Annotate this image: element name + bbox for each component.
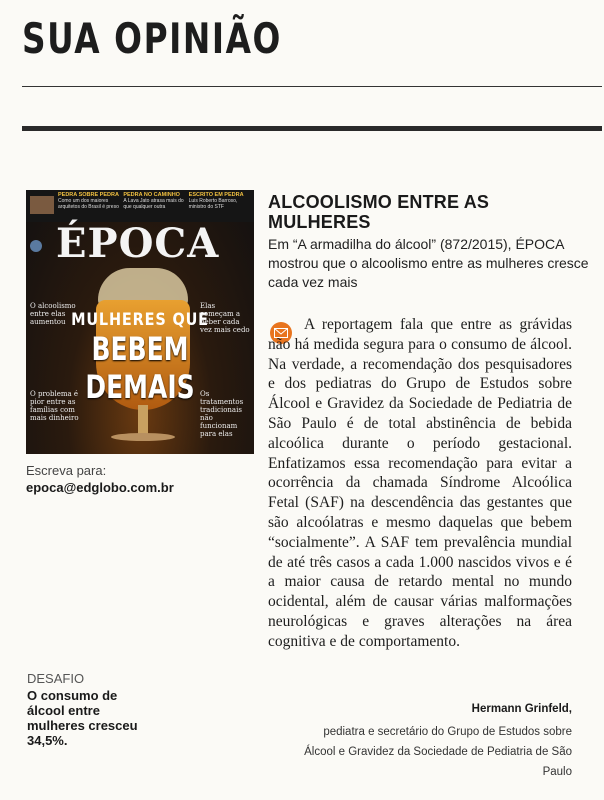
cover-headline-line2: BEBEM DEMAIS <box>85 330 195 406</box>
cover-strip-heading: PEDRA SOBRE PEDRA <box>58 192 119 198</box>
glass-stem <box>138 405 148 435</box>
cover-thumbnail <box>30 196 54 214</box>
top-divider <box>22 86 602 87</box>
cover-strip-item <box>58 192 119 220</box>
contact-email[interactable]: epoca@edglobo.com.br <box>26 480 174 495</box>
magazine-cover <box>26 190 254 454</box>
cover-strip-heading: PEDRA NO CAMINHO <box>123 192 180 198</box>
cover-strip-text: Luis Roberto Barroso, ministro do STF <box>188 198 238 210</box>
cover-strip-item <box>189 192 250 220</box>
article-subhead: Em “A armadilha do álcool” (872/2015), ÉPOCA mostrou que o alcoolismo entre as mulheres cresce cada vez mais <box>268 236 589 290</box>
glass-base <box>111 433 175 441</box>
cover-side-text: Os tratamentos tradicionais não funcionam para elas <box>200 390 244 438</box>
cover-side-text: O problema é pior entre as famílias com mais dinheiro <box>30 390 79 422</box>
contact-label: Escreva para: <box>26 463 107 478</box>
cover-top-strip <box>26 190 254 222</box>
cover-strip-heading: ESCRITO EM PEDRA <box>188 192 244 198</box>
cover-side-text: Elas começam a beber cada vez mais cedo <box>200 302 250 334</box>
signature-name: Hermann Grinfeld, <box>471 703 572 715</box>
cover-logo: ÉPOCA <box>56 220 220 267</box>
globe-icon <box>30 240 42 252</box>
section-divider <box>22 126 602 131</box>
cover-strip-item <box>123 192 184 220</box>
cover-side-text: O alcoolismo entre elas aumentou <box>30 302 76 326</box>
signature-role: pediatra e secretário do Grupo de Estudos sobre Álcool e Gravidez da Sociedade de Pediatria de São Paulo <box>304 726 572 778</box>
cover-headline-line1: MULHERES QUE <box>71 310 209 330</box>
article-body: A reportagem fala que entre as grávidas não há medida segura para o consumo de álcool. Na verdade, a recomendação dos pesquisadores e dos pediatras do Grupo de Estudos sobre Álcool e Gravidez da Sociedade de Pediatria de São Paulo é de total abstinência de bebida alcoólica durante o período gestacional. Enfatizamos essa recomendação para evitar a ocorrência da chamada Síndrome Alcoólica Fetal (SAF) na descendência das gestantes que são alcoólatras e mesmo daquelas que bebem “socialmente”. A SAF tem prevalência mundial de até três casos a cada 1.000 nascidos vivos e é a maior causa de retardo mental no mundo ocidental, além de causar várias malformações neurológicas e graves alterações na área cognitiva e de comportamento. <box>268 316 572 650</box>
desafio-text: O consumo de álcool entre mulheres cresceu 34,5%. <box>27 688 138 748</box>
section-title: SUA OPINIÃO <box>22 14 282 63</box>
cover-strip-text: Como um dos maiores arquitetos do Brasil é preso <box>58 198 119 210</box>
cover-strip-text: A Lava Jato atrasa mais do que qualquer outra <box>123 198 184 210</box>
article-headline: ALCOOLISMO ENTRE AS MULHERES <box>268 192 490 232</box>
desafio-label: DESAFIO <box>27 671 85 686</box>
